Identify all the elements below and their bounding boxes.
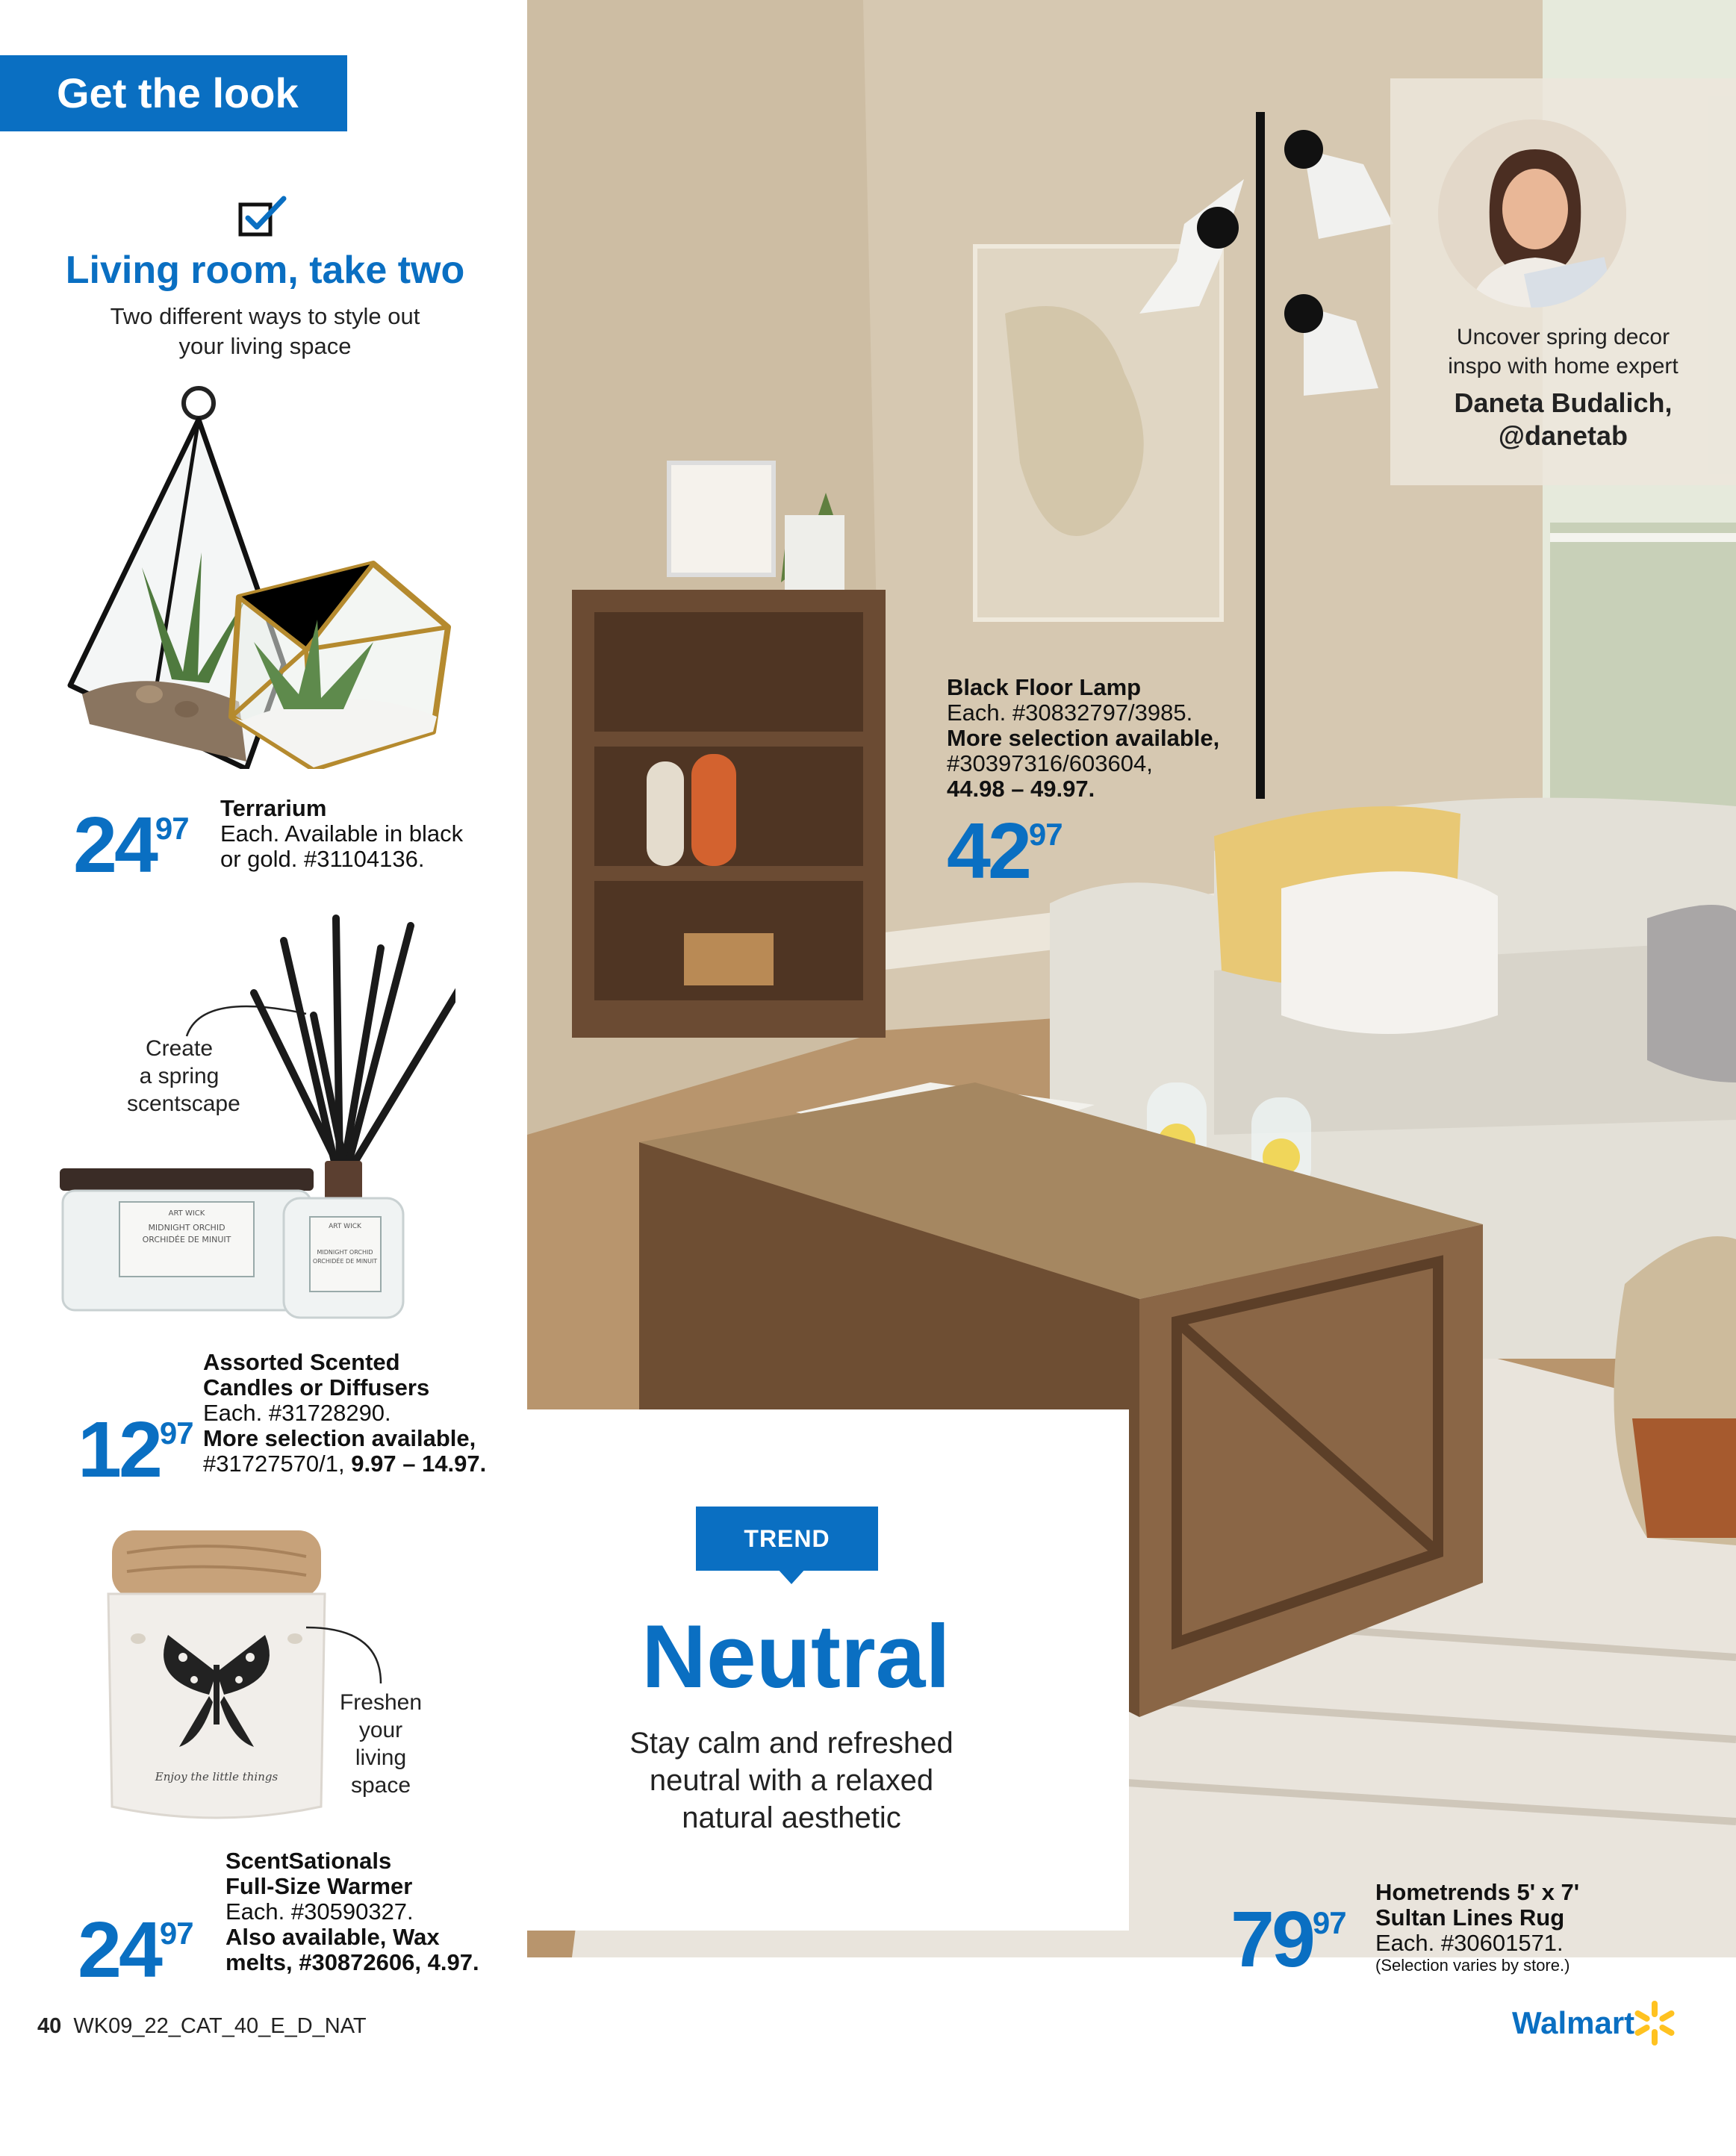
callout-spring-line-2: a spring [139,1064,220,1088]
rug-desc-line-2: (Selection varies by store.) [1375,1956,1570,1975]
callout-spring-line-1: Create [145,1036,214,1061]
warmer-desc-line-1: Each. #30590327. [225,1898,414,1925]
candle-label-line-1: MIDNIGHT ORCHID [148,1223,225,1233]
callout-freshen-line-3: living [355,1745,407,1770]
warmer-name-line-1: ScentSationals [225,1848,392,1874]
trend-tag: TREND [696,1507,878,1571]
rug-desc-line-1: Each. #30601571. [1375,1930,1564,1956]
lamp-name: Black Floor Lamp [947,674,1142,700]
lamp-price-cents: 97 [1028,817,1063,852]
diffuser-label-line-2: ORCHIDÉE DE MINUIT [312,1258,378,1265]
candles-name-line-1: Assorted Scented [203,1349,400,1375]
warmer-desc-line-3-sku: melts, #30872606, [225,1949,428,1975]
candles-details [203,1350,524,1477]
rug-price [1231,1895,1346,1984]
candle-label-line-2: ORCHIDÉE DE MINUIT [142,1235,231,1244]
lamp-desc-line-1: Each. #30832797/3985. [947,700,1193,726]
lamp-desc-line-4: 44.98 – 49.97. [947,776,1095,802]
terrarium-price-dollars: 24 [73,801,155,889]
trend-desc-line-1: Stay calm and refreshed [629,1727,953,1760]
lamp-price [947,807,1063,895]
candles-price [78,1406,193,1494]
expert-handle: @danetab [1498,420,1628,451]
warmer-desc-line-3-price: 4.97. [427,1949,479,1975]
candle-diffuser-image [52,911,455,1329]
expert-name: Daneta Budalich, [1454,387,1673,418]
diffuser-label-line-1: MIDNIGHT ORCHID [317,1249,373,1256]
terrarium-price [73,801,189,889]
callout-freshen-line-1: Freshen [339,1690,423,1715]
page-number: 40 [37,2014,62,2038]
warmer-details [225,1848,524,1975]
warmer-name-line-2: Full-Size Warmer [225,1873,413,1899]
trend-tag-pointer [777,1568,806,1584]
callout-spring-line-3: scentscape [127,1091,240,1116]
candles-name-line-2: Candles or Diffusers [203,1374,430,1401]
walmart-spark-icon [1629,1998,1680,2048]
catalog-code: WK09_22_CAT_40_E_D_NAT [73,2014,367,2038]
section-subtitle-line-2: your living space [178,333,352,359]
warmer-desc-line-2: Also available, Wax [225,1924,440,1950]
terrarium-name: Terrarium [220,795,327,821]
rug-price-dollars: 79 [1231,1895,1313,1984]
diffuser-label-brand: ART WICK [329,1223,361,1230]
footer-code [37,2014,367,2039]
trend-description [567,1725,1015,1836]
terrarium-desc-line-2: or gold. #31104136. [220,846,425,872]
lamp-desc-line-2: More selection available, [947,725,1220,751]
expert-caption [1390,323,1736,452]
expert-caption-line-1: Uncover spring decor [1456,325,1670,349]
lamp-desc-line-3: #30397316/603604, [947,750,1153,776]
warmer-price-dollars: 24 [78,1906,160,1994]
terrarium-price-cents: 97 [155,811,189,846]
candles-desc-line-3-sku: #31727570/1, [203,1451,352,1477]
rug-name-line-1: Hometrends 5' x 7' [1375,1879,1580,1905]
lamp-details [947,675,1305,802]
trend-desc-line-3: natural aesthetic [682,1801,901,1834]
warmer-script-text: Enjoy the little things [155,1770,279,1783]
rug-name-line-2: Sultan Lines Rug [1375,1904,1565,1931]
expert-avatar [1438,119,1626,308]
candles-price-cents: 97 [159,1415,193,1451]
callout-freshen-line-2: your [358,1718,403,1742]
callout-freshen [336,1689,426,1799]
warmer-price [78,1906,193,1994]
candles-desc-line-2: More selection available, [203,1425,476,1451]
candle-label-brand: ART WICK [168,1209,205,1218]
section-subtitle [0,302,530,361]
section-subtitle-line-1: Two different ways to style out [110,303,420,329]
trend-title: Neutral [641,1607,951,1707]
trend-desc-line-2: neutral with a relaxed [649,1764,934,1797]
rug-details [1375,1880,1726,1975]
callout-freshen-line-4: space [350,1773,411,1798]
checkbox-check-icon [237,196,290,240]
terrarium-details [220,796,534,872]
walmart-logo-text: Walmart [1512,2005,1635,2040]
terrarium-image [60,381,478,769]
section-title: Living room, take two [65,249,465,292]
expert-portrait-image [1438,119,1626,308]
lamp-price-dollars: 42 [947,807,1029,895]
terrarium-desc-line-1: Each. Available in black [220,820,464,847]
rug-price-cents: 97 [1312,1905,1346,1940]
expert-caption-line-2: inspo with home expert [1448,354,1679,378]
candles-desc-line-1: Each. #31728290. [203,1400,391,1426]
candles-price-dollars: 12 [78,1406,160,1494]
section-header-tag: Get the look [0,55,347,131]
warmer-price-cents: 97 [159,1916,193,1951]
candles-desc-line-3-range: 9.97 – 14.97. [351,1451,487,1477]
callout-freshen-pointer [299,1613,403,1687]
